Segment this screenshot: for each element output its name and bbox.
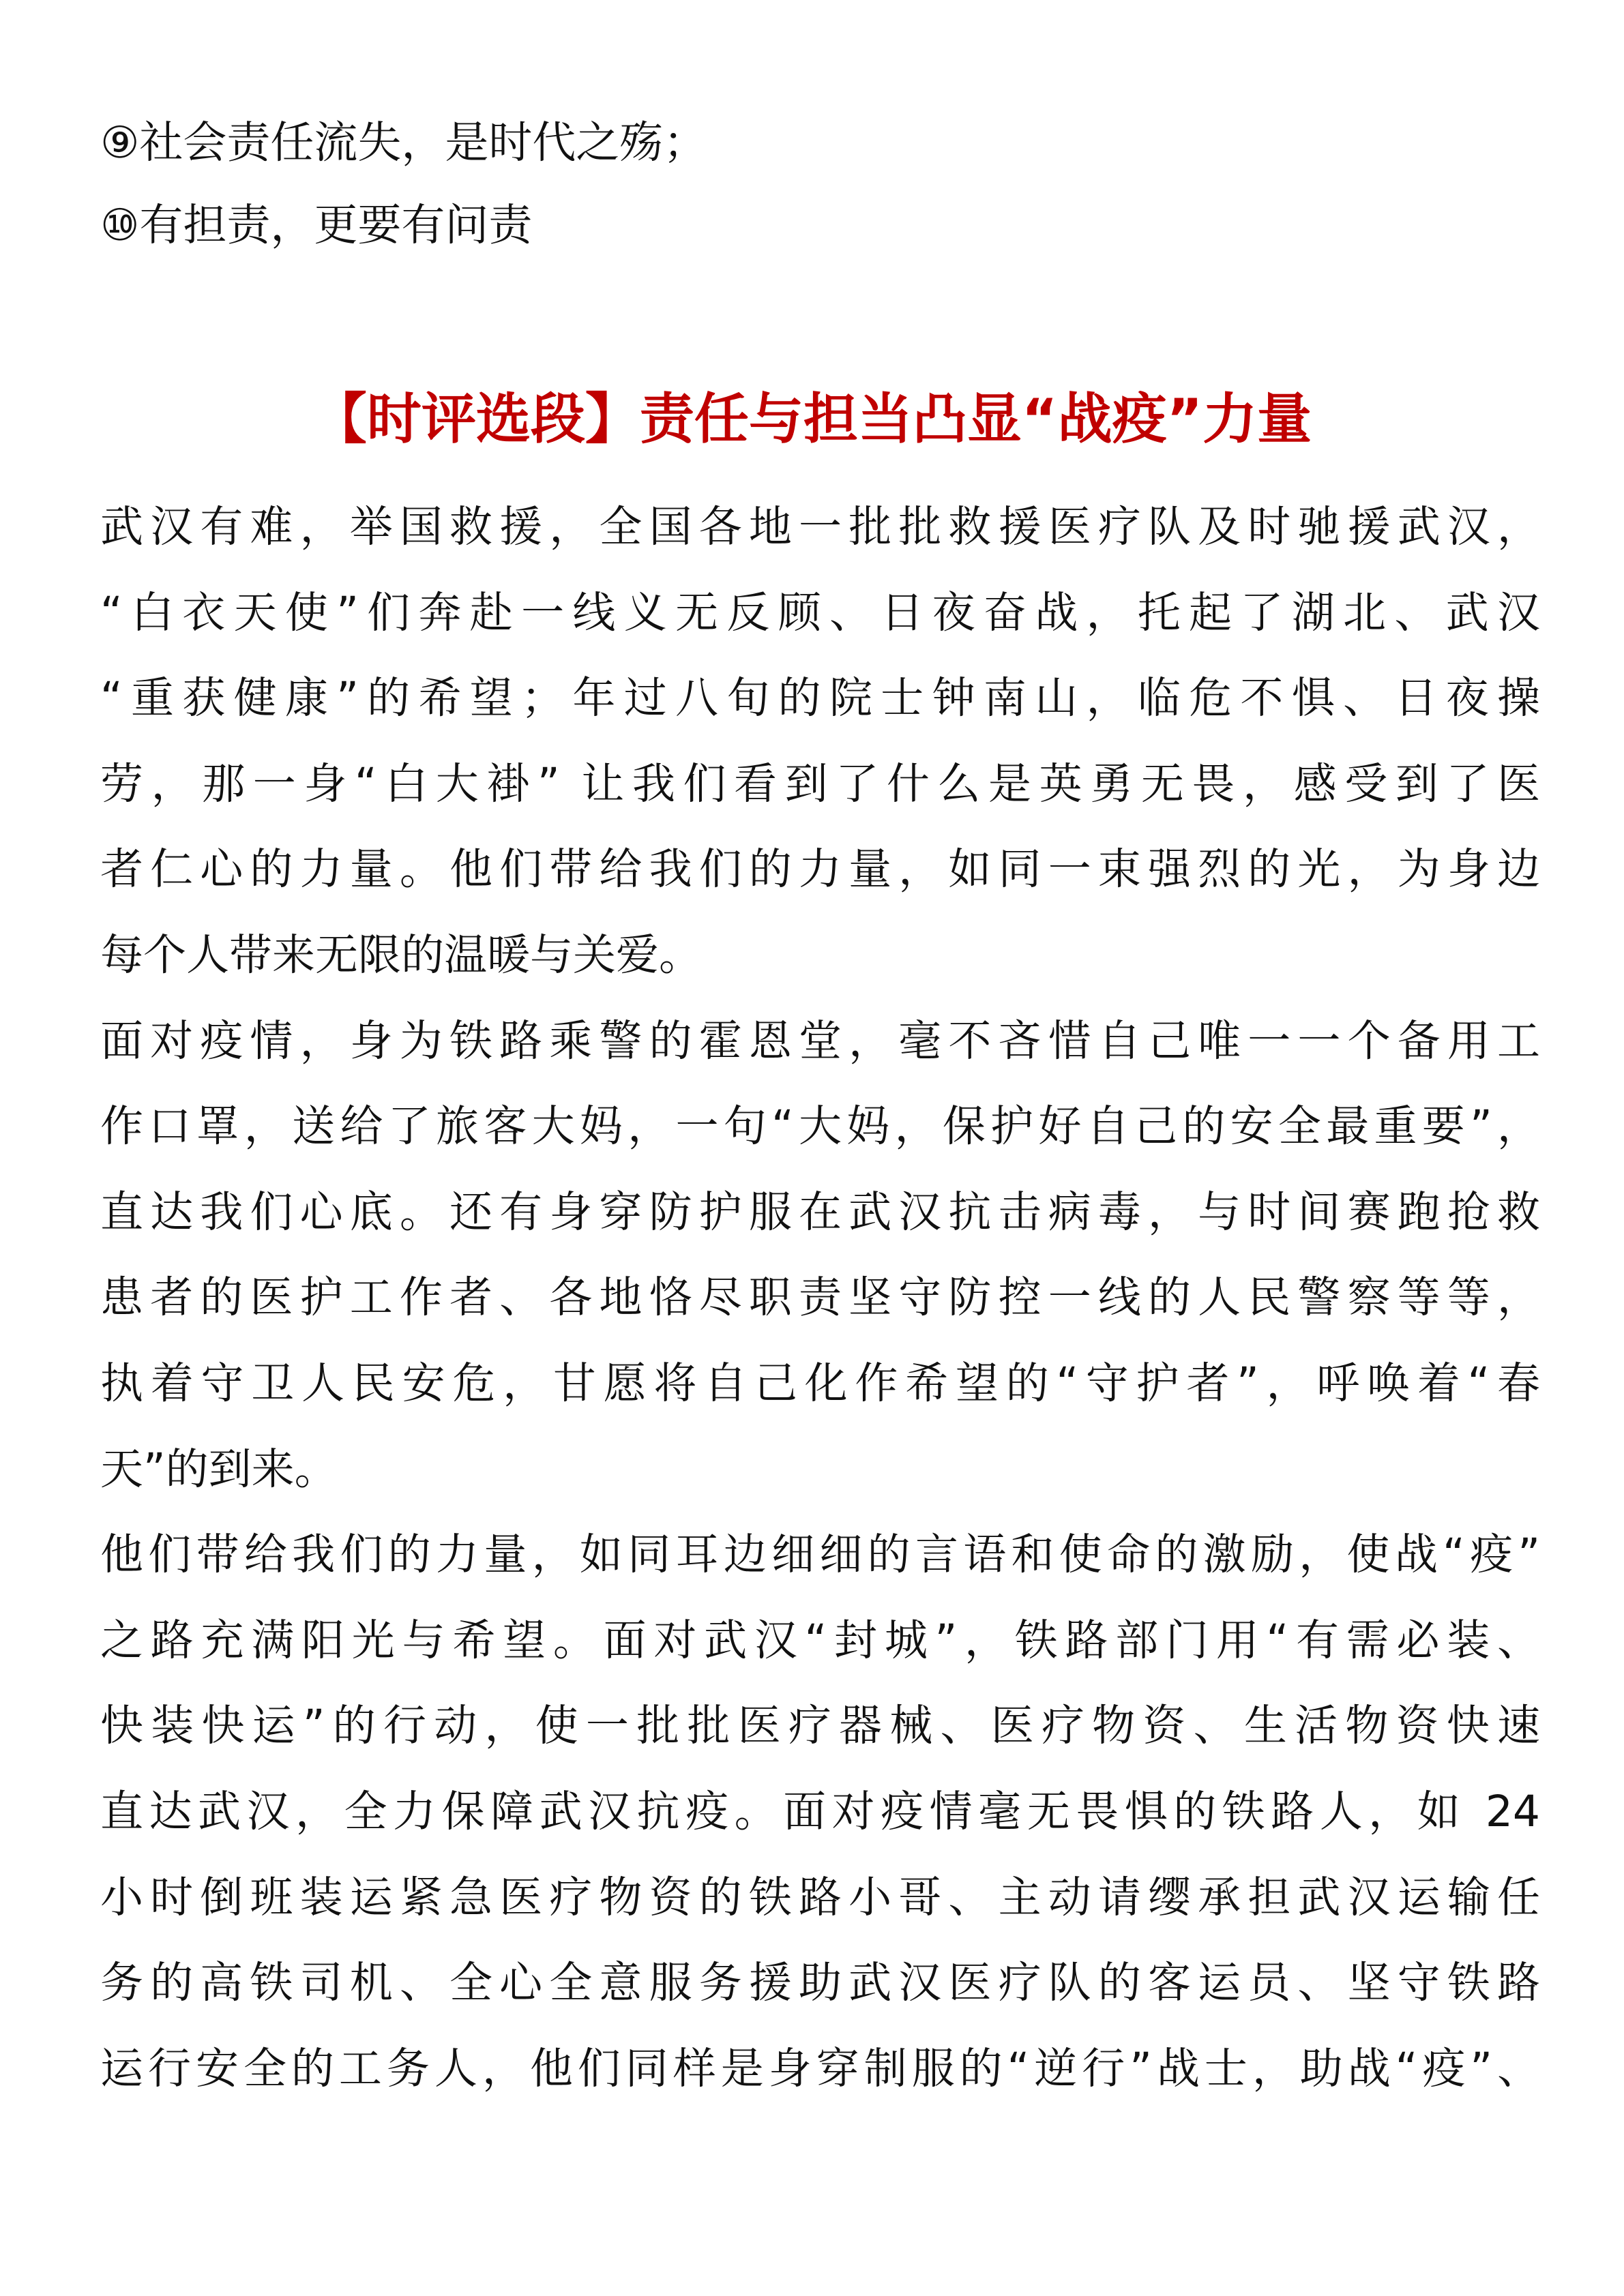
article-body: [100, 484, 1540, 2111]
paragraph-line: 之路充满阳光与希望。面对武汉“封城”，铁路部门用“有需必装、: [100, 1615, 1540, 1665]
paragraph-line: 直达武汉，全力保障武汉抗疫。面对疫情毫无畏惧的铁路人，如 24: [100, 1786, 1540, 1836]
paragraph: [100, 484, 1540, 998]
paragraph-line: 他们带给我们的力量，如同耳边细细的言语和使命的激励，使战“疫”: [100, 1530, 1540, 1580]
paragraph-line: 劳，那一身“白大褂” 让我们看到了什么是英勇无畏，感受到了医: [100, 758, 1540, 809]
list-item-9: ⑨社会责任流失，是时代之殇；: [100, 118, 707, 168]
paragraph-line: 者仁心的力量。他们带给我们的力量，如同一束强烈的光，为身边: [100, 844, 1540, 895]
paragraph: [100, 1512, 1540, 2111]
paragraph-line: 武汉有难，举国救援，全国各地一批批救援医疗队及时驰援武汉，: [100, 502, 1540, 552]
paragraph: [100, 998, 1540, 1512]
paragraph-line: 患者的医护工作者、各地恪尽职责坚守防控一线的人民警察等等，: [100, 1272, 1540, 1323]
section-title: 【时评选段】责任与担当凸显“战疫”力量: [312, 387, 1312, 451]
paragraph-line: “重获健康”的希望；年过八旬的院士钟南山，临危不惧、日夜操: [100, 673, 1540, 724]
paragraph-line: 执着守卫人民安危，甘愿将自己化作希望的“守护者”，呼唤着“春: [100, 1358, 1540, 1408]
paragraph-line: 每个人带来无限的温暖与关爱。: [100, 929, 702, 980]
paragraph-line: 快装快运”的行动，使一批批医疗器械、医疗物资、生活物资快速: [100, 1701, 1540, 1751]
paragraph-line: 直达我们心底。还有身穿防护服在武汉抗击病毒，与时间赛跑抢救: [100, 1187, 1540, 1237]
paragraph-line: 运行安全的工务人，他们同样是身穿制服的“逆行”战士，助战“疫”、: [100, 2043, 1540, 2093]
list-item-10: ⑩有担责，更要有问责: [100, 200, 533, 251]
paragraph-line: 务的高铁司机、全心全意服务援助武汉医疗队的客运员、坚守铁路: [100, 1958, 1540, 2008]
paragraph-line: 小时倒班装运紧急医疗物资的铁路小哥、主动请缨承担武汉运输任: [100, 1872, 1540, 1922]
paragraph-line: “白衣天使”们奔赴一线义无反顾、日夜奋战，托起了湖北、武汉: [100, 587, 1540, 638]
paragraph-line: 天”的到来。: [100, 1444, 338, 1494]
paragraph-line: 作口罩，送给了旅客大妈，一句“大妈，保护好自己的安全最重要”，: [100, 1101, 1540, 1152]
paragraph-line: 面对疫情，身为铁路乘警的霍恩堂，毫不吝惜自己唯一一个备用工: [100, 1015, 1540, 1066]
